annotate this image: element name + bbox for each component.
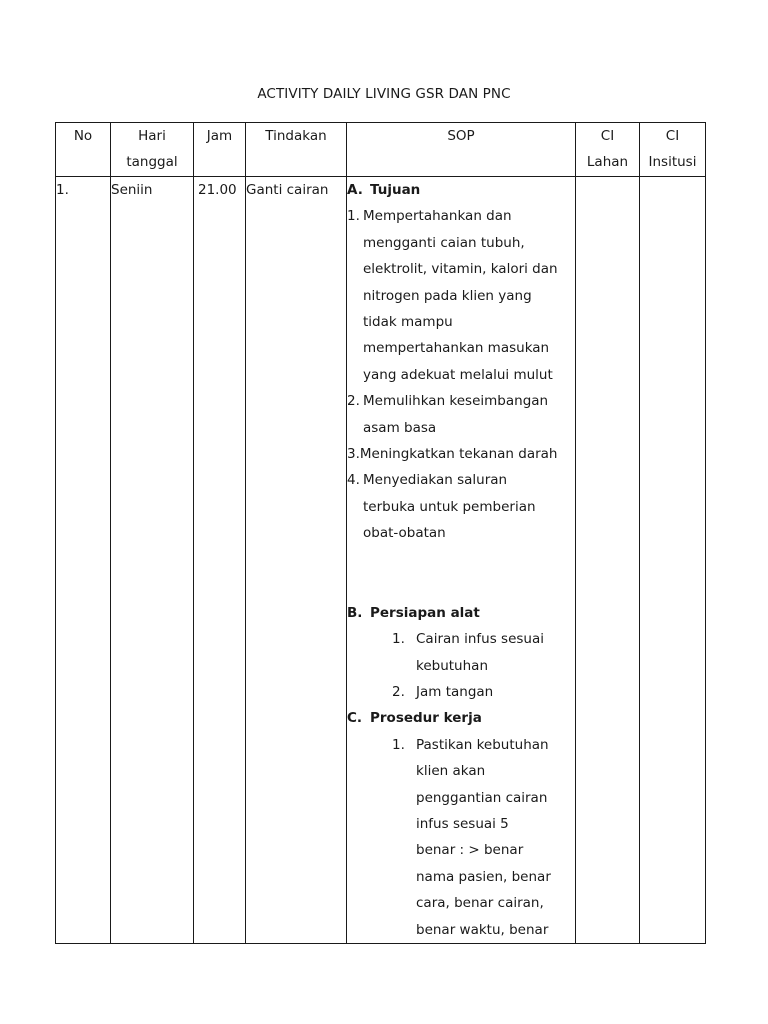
list-item: 1. Pastikan kebutuhan klien akan penggantian cairan infus sesuai 5 benar : > benar nama pasien, benar cara, benar cairan, benar waktu, benar (392, 736, 551, 938)
list-item: 2. Memulihkan keseimbangan asam basa (347, 393, 549, 436)
header-hari-tanggal: Hari tanggal (111, 123, 194, 177)
header-no: No (56, 123, 111, 177)
sop-section-b-heading: B. Persiapan alat (347, 604, 480, 621)
list-item: 4. Menyediakan saluran terbuka untuk pemberian obat-obatan (347, 472, 536, 542)
header-ci-lahan: CI Lahan (576, 123, 640, 177)
cell-sop (347, 177, 576, 944)
cell-hari: Seniin (111, 177, 194, 944)
list-item: 3. Meningkatkan tekanan darah (347, 446, 558, 463)
header-ci-insitusi: CI Insitusi (640, 123, 706, 177)
header-jam: Jam (194, 123, 246, 177)
list-item: 1. Cairan infus sesuai kebutuhan (392, 631, 545, 674)
cell-no: 1. (56, 177, 111, 944)
cell-ci-insitusi (640, 177, 706, 944)
list-item: 1. Mempertahankan dan mengganti caian tubuh, elektrolit, vitamin, kalori dan nitrogen pada klien yang tidak mampu mempertahankan masukan yang adekuat melalui mulut (347, 208, 558, 383)
table-row (56, 177, 706, 944)
list-item: 2. Jam tangan (392, 683, 494, 700)
activity-table (55, 122, 706, 944)
cell-jam: 21.00 (194, 177, 246, 944)
document-title: ACTIVITY DAILY LIVING GSR DAN PNC (257, 86, 511, 102)
table-header-row (56, 123, 706, 177)
cell-ci-lahan (576, 177, 640, 944)
section-spacer (347, 547, 575, 600)
cell-tindakan: Ganti cairan (246, 177, 347, 944)
header-tindakan: Tindakan (246, 123, 347, 177)
header-sop: SOP (347, 123, 576, 177)
sop-section-a-heading: A. Tujuan (347, 182, 421, 198)
sop-section-c-heading: C. Prosedur kerja (347, 710, 482, 727)
